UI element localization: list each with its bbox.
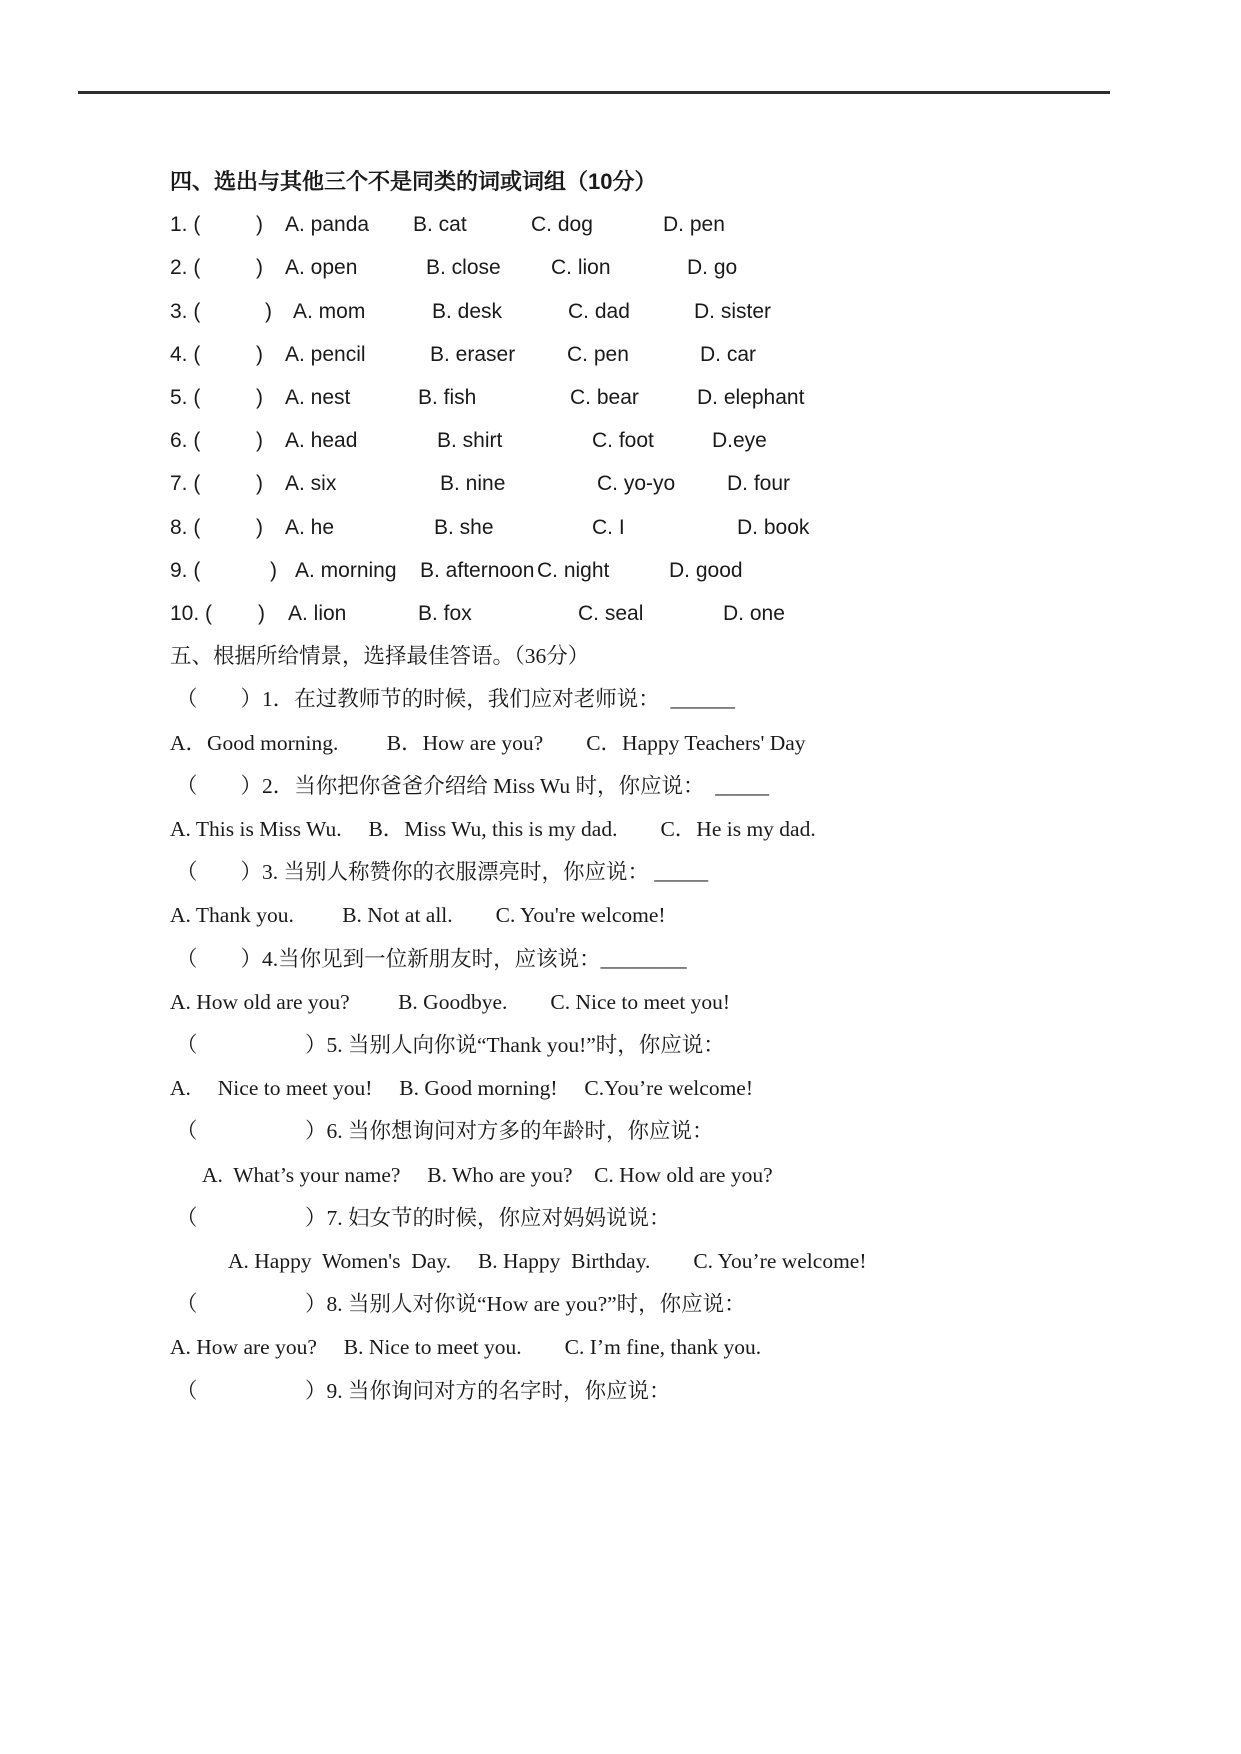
s4-item-3 xyxy=(170,290,1080,333)
option-d: D. car xyxy=(700,342,757,366)
s5-question-5: （ ）5. 当别人向你说“Thank you!”时，你应说： xyxy=(176,1033,725,1058)
s5-question-7: （ ）7. 妇女节的时候，你应对妈妈说说： xyxy=(176,1205,671,1230)
header-rule xyxy=(78,91,1110,94)
s4-item-5 xyxy=(170,376,1080,419)
answer-blank xyxy=(170,419,263,462)
s5-answers-3: A. Thank you. B. Not at all. C. You're welcome! xyxy=(170,903,666,928)
paren-close: ) xyxy=(256,213,263,237)
s5-answers-4: A. How old are you? B. Goodbye. C. Nice to meet you! xyxy=(170,989,731,1014)
option-b: B. fish xyxy=(418,386,477,410)
answer-blank xyxy=(170,376,263,419)
s5-question-4: （ ）4.当你见到一位新朋友时，应该说：________ xyxy=(176,946,687,971)
item-number: 9. ( xyxy=(170,558,201,582)
answer-blank xyxy=(170,290,272,333)
page-content xyxy=(170,160,1080,1413)
paren-close: ) xyxy=(256,256,263,280)
section4-title: 四、选出与其他三个不是同类的词或词组（10分） xyxy=(170,169,657,194)
option-b: B. close xyxy=(426,256,501,280)
option-d: D.eye xyxy=(712,429,767,453)
s5-question-3: （ ）3. 当别人称赞你的衣服漂亮时，你应说： _____ xyxy=(176,860,709,885)
option-a: A. six xyxy=(285,472,337,496)
answer-blank xyxy=(170,203,263,246)
option-c: C. yo-yo xyxy=(597,472,676,496)
option-c: C. dog xyxy=(531,213,593,237)
item-number: 2. ( xyxy=(170,256,201,280)
option-b: B. nine xyxy=(440,472,506,496)
s4-item-10 xyxy=(170,592,1080,635)
option-d: D. one xyxy=(723,602,785,626)
option-c: C. dad xyxy=(568,299,630,323)
answer-blank xyxy=(170,506,263,549)
item-number: 10. ( xyxy=(170,602,213,626)
option-a: A. head xyxy=(285,429,358,453)
option-a: A. pencil xyxy=(285,342,366,366)
option-b: B. fox xyxy=(418,602,472,626)
section5-title: 五、根据所给情景，选择最佳答语。（36分） xyxy=(170,644,590,669)
option-c: C. I xyxy=(592,515,625,539)
s5-question-1: （ ）1．在过教师节的时候，我们应对老师说： ______ xyxy=(176,687,736,712)
s5-answers-1: A．Good morning. B．How are you? C．Happy Teachers' Day xyxy=(170,730,806,755)
paren-close: ) xyxy=(256,386,263,410)
option-c: C. foot xyxy=(592,429,654,453)
option-b: B. she xyxy=(434,515,494,539)
option-c: C. seal xyxy=(578,602,644,626)
s5-question-6: （ ）6. 当你想询问对方多的年龄时，你应说： xyxy=(176,1119,714,1144)
paren-close: ) xyxy=(270,558,277,582)
option-a: A. open xyxy=(285,256,358,280)
answer-blank xyxy=(170,592,265,635)
option-d: D. four xyxy=(727,472,791,496)
answer-blank xyxy=(170,333,263,376)
s5-answers-5: A. Nice to meet you! B. Good morning! C.You’re welcome! xyxy=(170,1076,753,1101)
option-b: B. desk xyxy=(432,299,503,323)
paren-close: ) xyxy=(256,515,263,539)
paren-close: ) xyxy=(256,472,263,496)
item-number: 7. ( xyxy=(170,472,201,496)
paren-close: ) xyxy=(265,299,272,323)
option-d: D. go xyxy=(687,256,738,280)
s4-item-6 xyxy=(170,419,1080,462)
option-d: D. good xyxy=(669,558,743,582)
s4-item-2 xyxy=(170,246,1080,289)
s4-item-7 xyxy=(170,462,1080,505)
option-c: C. pen xyxy=(567,342,629,366)
s4-item-8 xyxy=(170,506,1080,549)
option-d: D. pen xyxy=(663,213,725,237)
option-d: D. sister xyxy=(694,299,772,323)
s5-answers-7: A. Happy Women's Day. B. Happy Birthday. C. You’re welcome! xyxy=(228,1249,867,1274)
paren-close: ) xyxy=(256,342,263,366)
option-b: B. eraser xyxy=(430,342,516,366)
option-a: A. morning xyxy=(295,558,397,582)
s5-question-9: （ ）9. 当你询问对方的名字时，你应说： xyxy=(176,1378,671,1403)
paren-close: ) xyxy=(256,429,263,453)
option-a: A. lion xyxy=(288,602,347,626)
s5-answers-2: A. This is Miss Wu. B．Miss Wu, this is my dad. C．He is my dad. xyxy=(170,817,816,842)
s4-item-9 xyxy=(170,549,1080,592)
answer-blank xyxy=(170,246,263,289)
s4-item-4 xyxy=(170,333,1080,376)
option-a: A. mom xyxy=(293,299,366,323)
option-b: B. afternoon xyxy=(420,558,535,582)
answer-blank xyxy=(170,549,277,592)
item-number: 8. ( xyxy=(170,515,201,539)
option-d: D. elephant xyxy=(697,386,805,410)
option-c: C. lion xyxy=(551,256,611,280)
option-a: A. he xyxy=(285,515,335,539)
item-number: 6. ( xyxy=(170,429,201,453)
option-b: B. cat xyxy=(413,213,467,237)
option-c: C. bear xyxy=(570,386,639,410)
paren-close: ) xyxy=(258,602,265,626)
item-number: 3. ( xyxy=(170,299,201,323)
option-d: D. book xyxy=(737,515,810,539)
option-b: B. shirt xyxy=(437,429,503,453)
s5-answers-6: A. What’s your name? B. Who are you? C. How old are you? xyxy=(202,1162,773,1187)
option-c: C. night xyxy=(537,558,610,582)
s4-item-1 xyxy=(170,203,1080,246)
s5-question-2: （ ）2．当你把你爸爸介绍给 Miss Wu 时，你应说： _____ xyxy=(176,773,769,798)
s5-question-8: （ ）8. 当别人对你说“How are you?”时，你应说： xyxy=(176,1292,746,1317)
option-a: A. panda xyxy=(285,213,370,237)
answer-blank xyxy=(170,462,263,505)
item-number: 5. ( xyxy=(170,386,201,410)
item-number: 1. ( xyxy=(170,213,201,237)
item-number: 4. ( xyxy=(170,342,201,366)
s5-answers-8: A. How are you? B. Nice to meet you. C. I’m fine, thank you. xyxy=(170,1335,762,1360)
option-a: A. nest xyxy=(285,386,351,410)
